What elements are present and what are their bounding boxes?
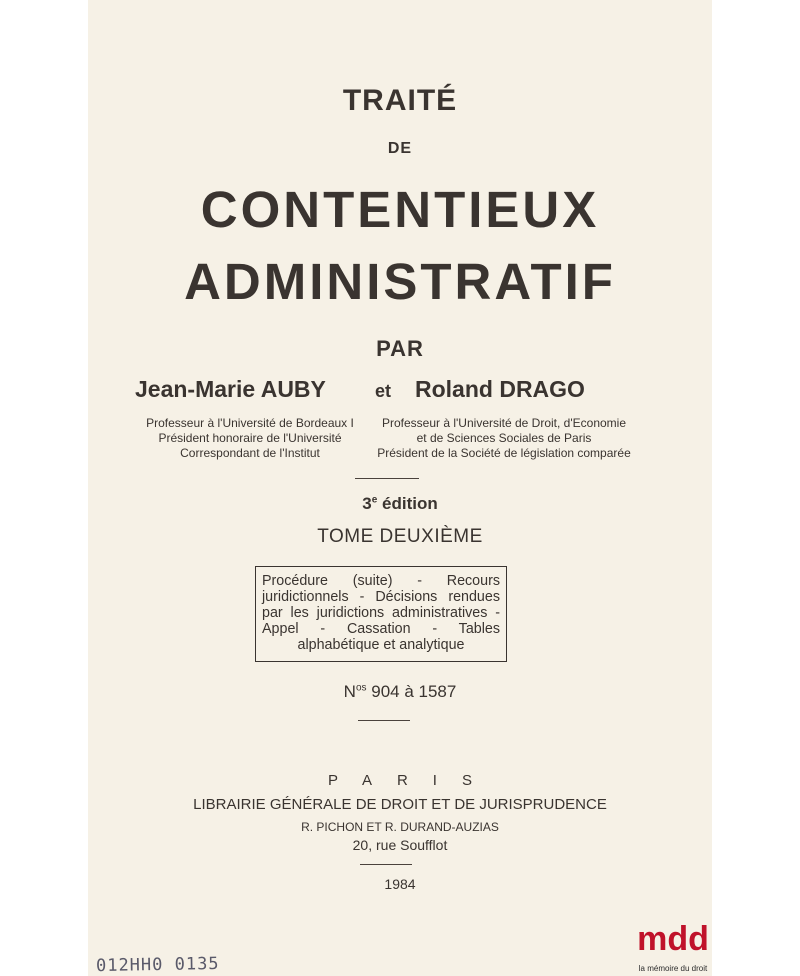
title-line-traite: TRAITÉ	[342, 84, 458, 117]
authors-conjunction: et	[375, 381, 392, 401]
mdd-logo-tagline: la mémoire du droit	[638, 964, 708, 973]
affiliation-auby	[130, 416, 370, 461]
title-line-contentieux: CONTENTIEUX	[200, 181, 600, 238]
contents-box: Procédure (suite) - Recours juridictionnels - Décisions rendues par les juridictions administratives - Appel - Cassation - Tables alphabétique et analytique	[255, 566, 507, 662]
affiliation-line: Président de la Société de législation comparée	[377, 446, 631, 460]
divider-rule	[358, 720, 410, 721]
publisher-address: 20, rue Soufflot	[352, 837, 448, 853]
section-numbers	[0, 682, 800, 702]
publisher-owners: R. PICHON ET R. DURAND-AUZIAS	[301, 820, 499, 834]
affiliation-line: et de Sciences Sociales de Paris	[416, 431, 592, 445]
edition-word: édition	[377, 494, 438, 513]
volume-label: TOME DEUXIÈME	[317, 526, 483, 547]
mdd-logo-brand: mdd	[637, 920, 709, 958]
divider-rule	[360, 864, 412, 865]
publisher-name: LIBRAIRIE GÉNÉRALE DE DROIT ET DE JURISPRUDENCE	[193, 796, 607, 813]
numbers-suffix: os	[355, 682, 367, 694]
affiliation-line: Professeur à l'Université de Droit, d'Economie	[381, 416, 627, 430]
edition-suffix: e	[371, 494, 378, 506]
by-label: PAR	[376, 336, 424, 361]
edition-number: 3	[362, 494, 372, 513]
title-line-de: DE	[387, 140, 413, 157]
mdd-logo	[634, 918, 712, 976]
title-line-administratif: ADMINISTRATIF	[184, 253, 616, 310]
authors-row	[0, 372, 800, 408]
author-drago: Roland DRAGO	[415, 376, 585, 402]
edition-label	[0, 494, 800, 514]
affiliation-line: Président honoraire de l'Université	[158, 431, 342, 445]
affiliation-drago	[376, 416, 632, 461]
affiliation-line: Correspondant de l'Institut	[180, 446, 320, 460]
numbers-range: 904 à 1587	[366, 682, 457, 701]
publication-year: 1984	[384, 876, 416, 892]
publisher-city: PARIS	[328, 772, 497, 789]
numbers-prefix: N	[343, 682, 356, 701]
inventory-stamp: 012HH0 0135	[95, 953, 220, 976]
divider-rule	[355, 478, 419, 479]
author-auby: Jean-Marie AUBY	[135, 376, 326, 402]
mdd-logo-icon	[634, 918, 712, 958]
affiliation-line: Professeur à l'Université de Bordeaux I	[146, 416, 354, 430]
